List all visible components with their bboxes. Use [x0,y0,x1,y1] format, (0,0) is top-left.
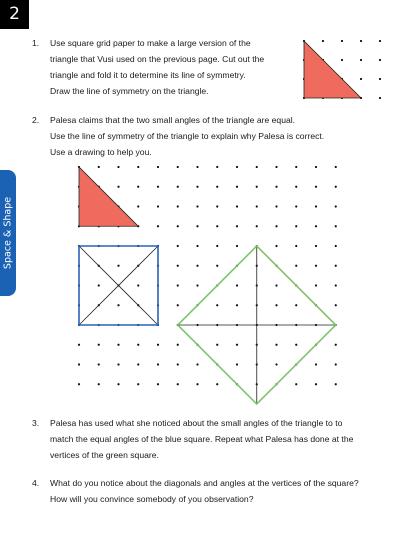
grid-dot [137,166,139,168]
grid-dot [177,186,179,188]
grid-dot [335,383,337,385]
grid-dot [177,284,179,286]
grid-dot [295,186,297,188]
grid-dot [335,186,337,188]
question-line: How will you convince somebody of you observation? [50,494,254,504]
grid-dot [98,284,100,286]
grid-dot [137,284,139,286]
grid-dot [335,205,337,207]
grid-dot [117,265,119,267]
question-number: 4. [32,478,40,488]
grid-dot [177,245,179,247]
grid-dot [335,344,337,346]
grid-dot [295,166,297,168]
grid-dot [177,205,179,207]
grid-dot [275,225,277,227]
grid-dot [117,383,119,385]
grid-dot [117,304,119,306]
grid-dot [78,363,80,365]
grid-dot [315,225,317,227]
question-line: Palesa claims that the two small angles of the triangle are equal. [50,115,296,125]
grid-dot [275,245,277,247]
grid-dot [137,205,139,207]
grid-dot [236,205,238,207]
question-number: 2. [32,115,40,125]
question-number: 3. [32,418,40,428]
grid-dot [315,205,317,207]
grid-dot [315,166,317,168]
grid-dot [236,245,238,247]
grid-dot [157,205,159,207]
question-line: Draw the line of symmetry on the triangle. [50,86,209,96]
question-line: What do you notice about the diagonals and angles at the vertices of the square? [50,478,359,488]
grid-dot [137,363,139,365]
grid-dot [137,186,139,188]
grid-dot [117,186,119,188]
grid-dot [236,284,238,286]
grid-dot [98,166,100,168]
grid-dot [256,186,258,188]
grid-dot [177,344,179,346]
grid-dot [275,205,277,207]
grid-dot [379,97,381,99]
grid-dot [196,245,198,247]
grid-dot [216,245,218,247]
grid-dot [98,363,100,365]
grid-dot [216,383,218,385]
section-tab-label: Space & Shape [2,196,14,270]
question-line: Use the line of symmetry of the triangle to explain why Palesa is correct. [50,131,325,141]
grid-dot [216,225,218,227]
grid-dot [177,304,179,306]
grid-dot [98,383,100,385]
grid-dot [335,225,337,227]
grid-dot [275,304,277,306]
grid-dot [335,284,337,286]
grid-dot [275,344,277,346]
grid-dot [335,166,337,168]
grid-dot [295,344,297,346]
grid-dot [275,284,277,286]
page-number: 2 [0,0,29,29]
grid-dot [117,344,119,346]
grid-dot [117,166,119,168]
grid-dot [157,383,159,385]
grid-dot [196,205,198,207]
grid-dot [216,304,218,306]
question-line: match the equal angles of the blue square. Repeat what Palesa has done at the [50,434,354,444]
grid-dot [295,383,297,385]
grid-dot [341,59,343,61]
grid-dot [177,383,179,385]
question-line: Use square grid paper to make a large version of the [50,38,251,48]
grid-dot [236,186,238,188]
grid-dot [256,166,258,168]
question-line: triangle that Vusi used on the previous page. Cut out the [50,54,265,64]
grid-dot [315,265,317,267]
grid-dot [137,344,139,346]
grid-dot [315,383,317,385]
grid-dot [315,363,317,365]
grid-dot [379,59,381,61]
red-triangle [79,167,138,226]
grid-dot [236,225,238,227]
grid-dot [216,166,218,168]
grid-dot [216,205,218,207]
question-line: Use a drawing to help you. [50,147,152,157]
grid-dot [216,186,218,188]
question-line: vertices of the green square. [50,450,159,460]
grid-dot [196,363,198,365]
grid-dot [295,304,297,306]
grid-dot [275,363,277,365]
grid-dot [256,225,258,227]
grid-dot [335,245,337,247]
grid-dot [295,265,297,267]
grid-dot [256,205,258,207]
grid-dot [157,344,159,346]
grid-dot [360,40,362,42]
grid-dot [236,166,238,168]
grid-dot [216,265,218,267]
grid-dot [157,166,159,168]
grid-dot [98,344,100,346]
grid-dot [196,284,198,286]
grid-dot [379,40,381,42]
question-line: Palesa has used what she noticed about the small angles of the triangle to to [50,418,343,428]
grid-dot [275,186,277,188]
grid-dot [196,186,198,188]
grid-dot [196,383,198,385]
grid-dot [360,59,362,61]
grid-dot [196,265,198,267]
grid-dot [137,383,139,385]
grid-dot [196,225,198,227]
grid-dot [295,225,297,227]
grid-dot [322,40,324,42]
grid-dot [177,225,179,227]
grid-dot [78,344,80,346]
grid-dot [341,40,343,42]
grid-dot [295,245,297,247]
grid-dot [236,344,238,346]
grid-dot [236,363,238,365]
grid-dot [315,284,317,286]
grid-dot [177,363,179,365]
grid-dot [335,363,337,365]
grid-dot [275,166,277,168]
grid-dot [196,166,198,168]
grid-dot [177,166,179,168]
question-number: 1. [32,38,40,48]
grid-dot [157,186,159,188]
grid-dot [78,383,80,385]
grid-dot [315,245,317,247]
grid-dot [335,265,337,267]
grid-dot [360,78,362,80]
grid-dot [177,265,179,267]
grid-dot [157,363,159,365]
grid-dot [379,78,381,80]
grid-dot [315,186,317,188]
red-triangle [304,41,361,98]
grid-dot [216,344,218,346]
question-line: triangle and fold it to determine its line of symmetry. [50,70,246,80]
grid-dot [117,363,119,365]
grid-dot [236,304,238,306]
grid-dot [295,205,297,207]
grid-dot [157,225,159,227]
grid-dot [335,304,337,306]
